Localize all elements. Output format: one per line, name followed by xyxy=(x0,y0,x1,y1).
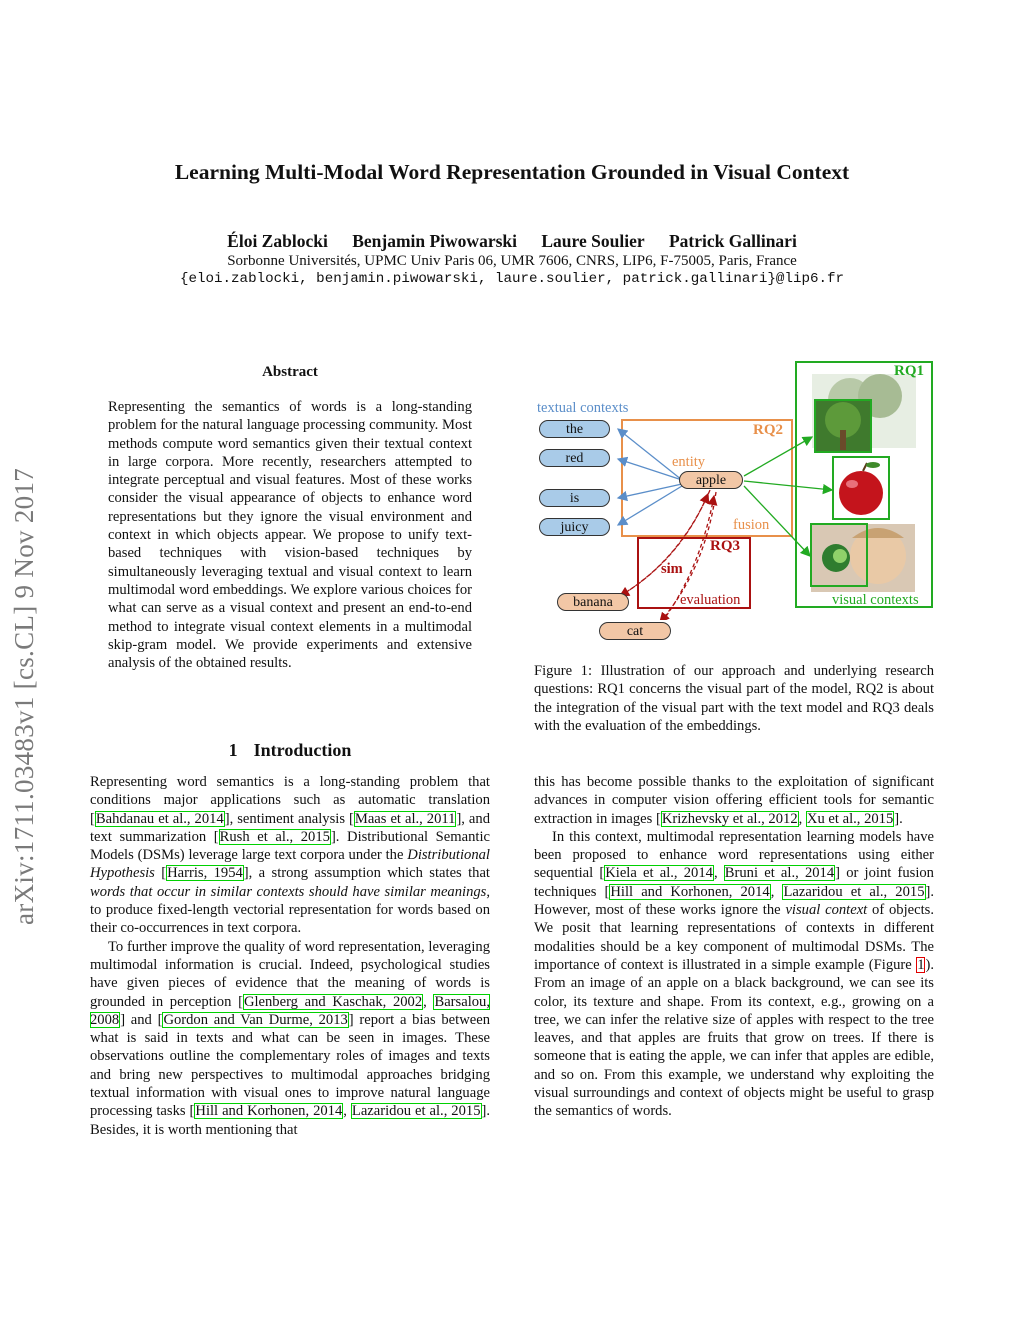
author-name: Éloi Zablocki xyxy=(227,231,328,251)
eval-word-cat: cat xyxy=(599,622,671,640)
citation-link[interactable]: Hill and Korhonen, 2014 xyxy=(610,883,770,900)
citation-link[interactable]: Kiela et al., 2014 xyxy=(605,865,713,882)
rq1-label: RQ1 xyxy=(894,363,924,379)
entity-word-apple: apple xyxy=(679,471,743,489)
intro-paragraph-4: In this context, multimodal representation learning models have been proposed to enhance word representations using either sequential [Kiela et al., 2014, Bruni et al., 2014] or joint fusion techniques [Hill and Korhonen, 2014, Lazaridou et al., 2015]. However, most of these works ignore the visual context of objects. We posit that learning representations of contexts in different modalities should be a key component of multimodal DSMs. The importance of context is illustrated in a simple example (Figure 1). From an image of an apple on a black background, we can see its color, its texture and shape. From its context, e.g., growing on a tree, we can infer the relative size of apples with respect to the tree leaves, and that apples are fruits that grow on trees. If there is someone that is eating the apple, we can infer that apples are edible, and so on. From this example, we understand why exploiting the visual surroundings and context of objects might be useful to grasp the semantics of words. xyxy=(534,828,935,1120)
paper-title: Learning Multi-Modal Word Representation Grounded in Visual Context xyxy=(174,160,850,184)
sim-arrow-banana xyxy=(620,490,710,596)
arrow-to-tree xyxy=(744,437,812,476)
entity-label: entity xyxy=(672,454,706,470)
tree-image xyxy=(812,374,916,452)
citation-link[interactable]: Hill and Korhonen, 2014 xyxy=(195,1103,343,1120)
figure-reference-link[interactable]: 1 xyxy=(917,956,925,973)
apple-image xyxy=(833,457,889,519)
abstract-text: Representing the semantics of words is a long-standing problem for the natural language processing community. Most methods compute word semantics given their textual context in large corpora. More recently, researchers attempted to integrate perceptual and visual features. Most of these works consider the visual appearance of objects to enhance word representations but they ignore the visual environment and context in which objects appear. We propose to unify text-based techniques with vision-based techniques by simultaneously leveraging textual and visual context to learn multimodal word embeddings. We explore various choices for what can serve as a visual context and present an end-to-end method to integrate visual context elements in a multimodal skip-gram model. We provide experiments and extensive analysis of the obtained results. xyxy=(108,399,472,672)
arrow-to-juicy xyxy=(618,486,682,525)
citation-link[interactable]: Gordon and Van Durme, 2013 xyxy=(163,1011,348,1028)
word-is: is xyxy=(539,489,610,507)
rq2-label: RQ2 xyxy=(753,422,783,438)
author-list xyxy=(0,231,1024,252)
author-name: Patrick Gallinari xyxy=(668,231,797,251)
section-title: Introduction xyxy=(253,740,352,760)
word-juicy: juicy xyxy=(539,518,610,536)
citation-link[interactable]: Bahdanau et al., 2014 xyxy=(95,810,224,827)
intro-left-column xyxy=(90,773,490,1139)
word-the: the xyxy=(539,420,610,438)
author-emails: {eloi.zablocki, benjamin.piwowarski, laure.soulier, patrick.gallinari}@lip6.fr xyxy=(179,271,845,287)
textual-contexts-label: textual contexts xyxy=(537,400,629,416)
evaluation-label: evaluation xyxy=(680,592,741,608)
figure-1 xyxy=(530,360,940,639)
intro-right-column xyxy=(534,773,934,1121)
citation-link[interactable]: Rush et al., 2015 xyxy=(219,828,330,845)
citation-link[interactable]: Lazaridou et al., 2015 xyxy=(351,1103,481,1120)
citation-link[interactable]: Maas et al., 2011 xyxy=(354,810,456,827)
eval-word-banana: banana xyxy=(557,593,629,611)
rq3-label: RQ3 xyxy=(710,538,740,554)
arxiv-stamp: arXiv:1711.03483v1 [cs.CL] 9 Nov 2017 xyxy=(9,467,39,925)
arrow-to-is xyxy=(618,484,682,498)
sim-label: sim xyxy=(661,561,683,577)
author-name: Benjamin Piwowarski xyxy=(352,231,517,251)
citation-link[interactable]: Harris, 1954 xyxy=(167,865,243,882)
citation-link[interactable]: Xu et al., 2015 xyxy=(806,810,894,827)
citation-link[interactable]: Bruni et al., 2014 xyxy=(724,865,835,882)
citation-link[interactable]: Lazaridou et al., 2015 xyxy=(783,883,925,900)
author-name: Laure Soulier xyxy=(541,231,645,251)
visual-contexts-label: visual contexts xyxy=(832,592,919,608)
citation-link[interactable]: Krizhevsky et al., 2012 xyxy=(661,810,798,827)
abstract-heading: Abstract xyxy=(262,364,318,380)
intro-paragraph-3: this has become possible thanks to the exploitation of significant advances in computer vision offering efficient tools for semantic extraction in images [Krizhevsky et al., 2012, Xu et al., 2015]. xyxy=(534,774,934,827)
intro-paragraph-1: Representing word semantics is a long-standing problem that conditions major applications such as automatic translation [Bahdanau et al., 2014], sentiment analysis [Maas et al., 2011], and text summarization [Rush et al., 2015]. Distributional Semantic Models (DSMs) leverage large text corpora under the Distributional Hypothesis [Harris, 1954], a strong assumption which states that words that occur in similar contexts should have similar meanings, to produce fixed-length vectorial representation for words based on their co-occurrences in text corpora. xyxy=(90,774,491,937)
citation-link[interactable]: Glenberg and Kaschak, 2002 xyxy=(243,993,423,1010)
section-heading xyxy=(90,740,490,761)
word-red: red xyxy=(539,449,610,467)
boy-eating-apple-image xyxy=(811,524,915,592)
affiliation: Sorbonne Universités, UPMC Univ Paris 06, UMR 7606, CNRS, LIP6, F-75005, Paris, France xyxy=(227,253,797,269)
intro-paragraph-2: To further improve the quality of word representation, leveraging multimodal information is crucial. Indeed, psychological studies have given pieces of evidence that the meaning of words is grounded in perception [Glenberg and Kaschak, 2002, Barsalou, 2008] and [Gordon and Van Durme, 2013] report a bias between what is said in texts and what can be seen in images. These observations outline the complementary roles of images and texts and bring new perspectives to multimodal approaches bridging textual information with visual ones to improve natural language processing tasks [Hill and Korhonen, 2014, Lazaridou et al., 2015]. Besides, it is worth mentioning that xyxy=(90,938,491,1138)
fusion-label: fusion xyxy=(733,517,770,533)
citation-link[interactable]: Barsalou, 2008 xyxy=(90,993,490,1028)
arrow-to-apple-image xyxy=(744,481,832,490)
figure-1-caption: Figure 1: Illustration of our approach and underlying research questions: RQ1 concerns the visual part of the model, RQ2 is about the integration of the visual part with the text model and RQ3 deals with the evaluation of the embeddings. xyxy=(534,663,934,734)
section-number: 1 xyxy=(228,740,238,760)
